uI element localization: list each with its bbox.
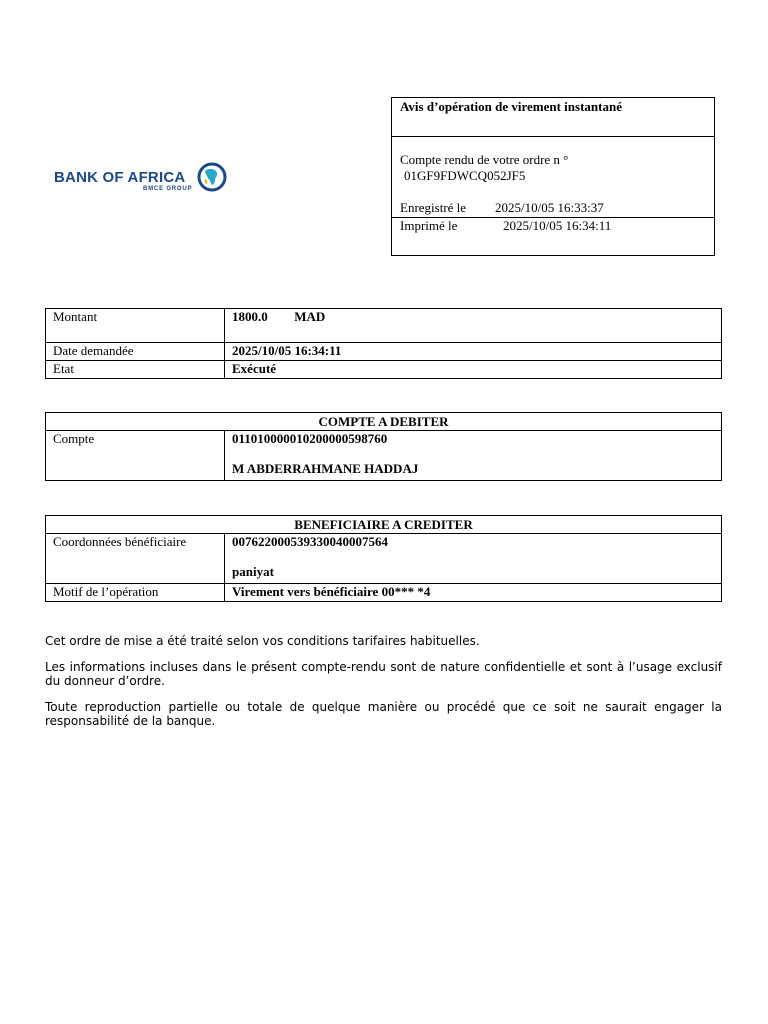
debit-header: COMPTE A DEBITER (46, 413, 722, 431)
debit-table (45, 412, 722, 481)
beneficiary-label: Coordonnées bénéficiaire (46, 534, 225, 584)
credit-header: BENEFICIAIRE A CREDITER (46, 516, 722, 534)
date-value: 2025/10/05 16:34:11 (225, 343, 722, 361)
amount-label: Montant (46, 309, 225, 343)
account-label: Compte (46, 431, 225, 481)
operation-notice-box (391, 97, 715, 256)
table-row (46, 309, 722, 343)
table-row (46, 413, 722, 431)
note-confidential: Les informations incluses dans le présent compte-rendu sont de nature confidentielle et sont à l’usage exclusif du donneur d’ordre. (45, 660, 722, 688)
currency: MAD (294, 309, 326, 324)
beneficiary-cell (225, 534, 722, 584)
status-value: Exécuté (225, 361, 722, 379)
operation-table (45, 308, 722, 379)
table-row (46, 361, 722, 379)
table-row (46, 534, 722, 584)
note-liability: Toute reproduction partielle ou totale de quelque manière ou procédé que ce soit ne saurait engager la responsabilité de la banque. (45, 700, 722, 728)
status-label: Etat (46, 361, 225, 379)
table-row (46, 516, 722, 534)
table-row (46, 343, 722, 361)
bank-logo (54, 160, 234, 196)
note-tariff: Cet ordre de mise a été traité selon vos conditions tarifaires habituelles. (45, 634, 480, 648)
divider (392, 136, 714, 137)
account-holder: M ABDERRAHMANE HADDAJ (232, 461, 419, 476)
table-row (46, 584, 722, 602)
beneficiary-account: 007622000539330040007564 (232, 534, 388, 549)
table-row (46, 431, 722, 481)
motive-value: Virement vers bénéficiaire 00*** *4 (225, 584, 722, 602)
globe-icon (196, 161, 228, 193)
notice-title: Avis d’opération de virement instantané (400, 99, 622, 114)
printed-label: Imprimé le (400, 218, 458, 233)
date-label: Date demandée (46, 343, 225, 361)
logo-name: BANK OF AFRICA (54, 169, 186, 186)
logo-sub: BMCE GROUP (143, 186, 193, 192)
registered-value: 2025/10/05 16:33:37 (495, 200, 604, 215)
beneficiary-name: paniyat (232, 564, 274, 579)
printed-value: 2025/10/05 16:34:11 (503, 218, 612, 233)
amount-value: 1800.0 (232, 309, 268, 324)
registered-label: Enregistré le (400, 200, 467, 215)
account-cell (225, 431, 722, 481)
motive-label: Motif de l’opération (46, 584, 225, 602)
amount-cell (225, 309, 722, 343)
credit-table (45, 515, 722, 602)
order-number: 01GF9FDWCQ052JF5 (404, 168, 526, 183)
order-label: Compte rendu de votre ordre n ° (400, 152, 569, 167)
account-number: 011010000010200000598760 (232, 431, 388, 446)
